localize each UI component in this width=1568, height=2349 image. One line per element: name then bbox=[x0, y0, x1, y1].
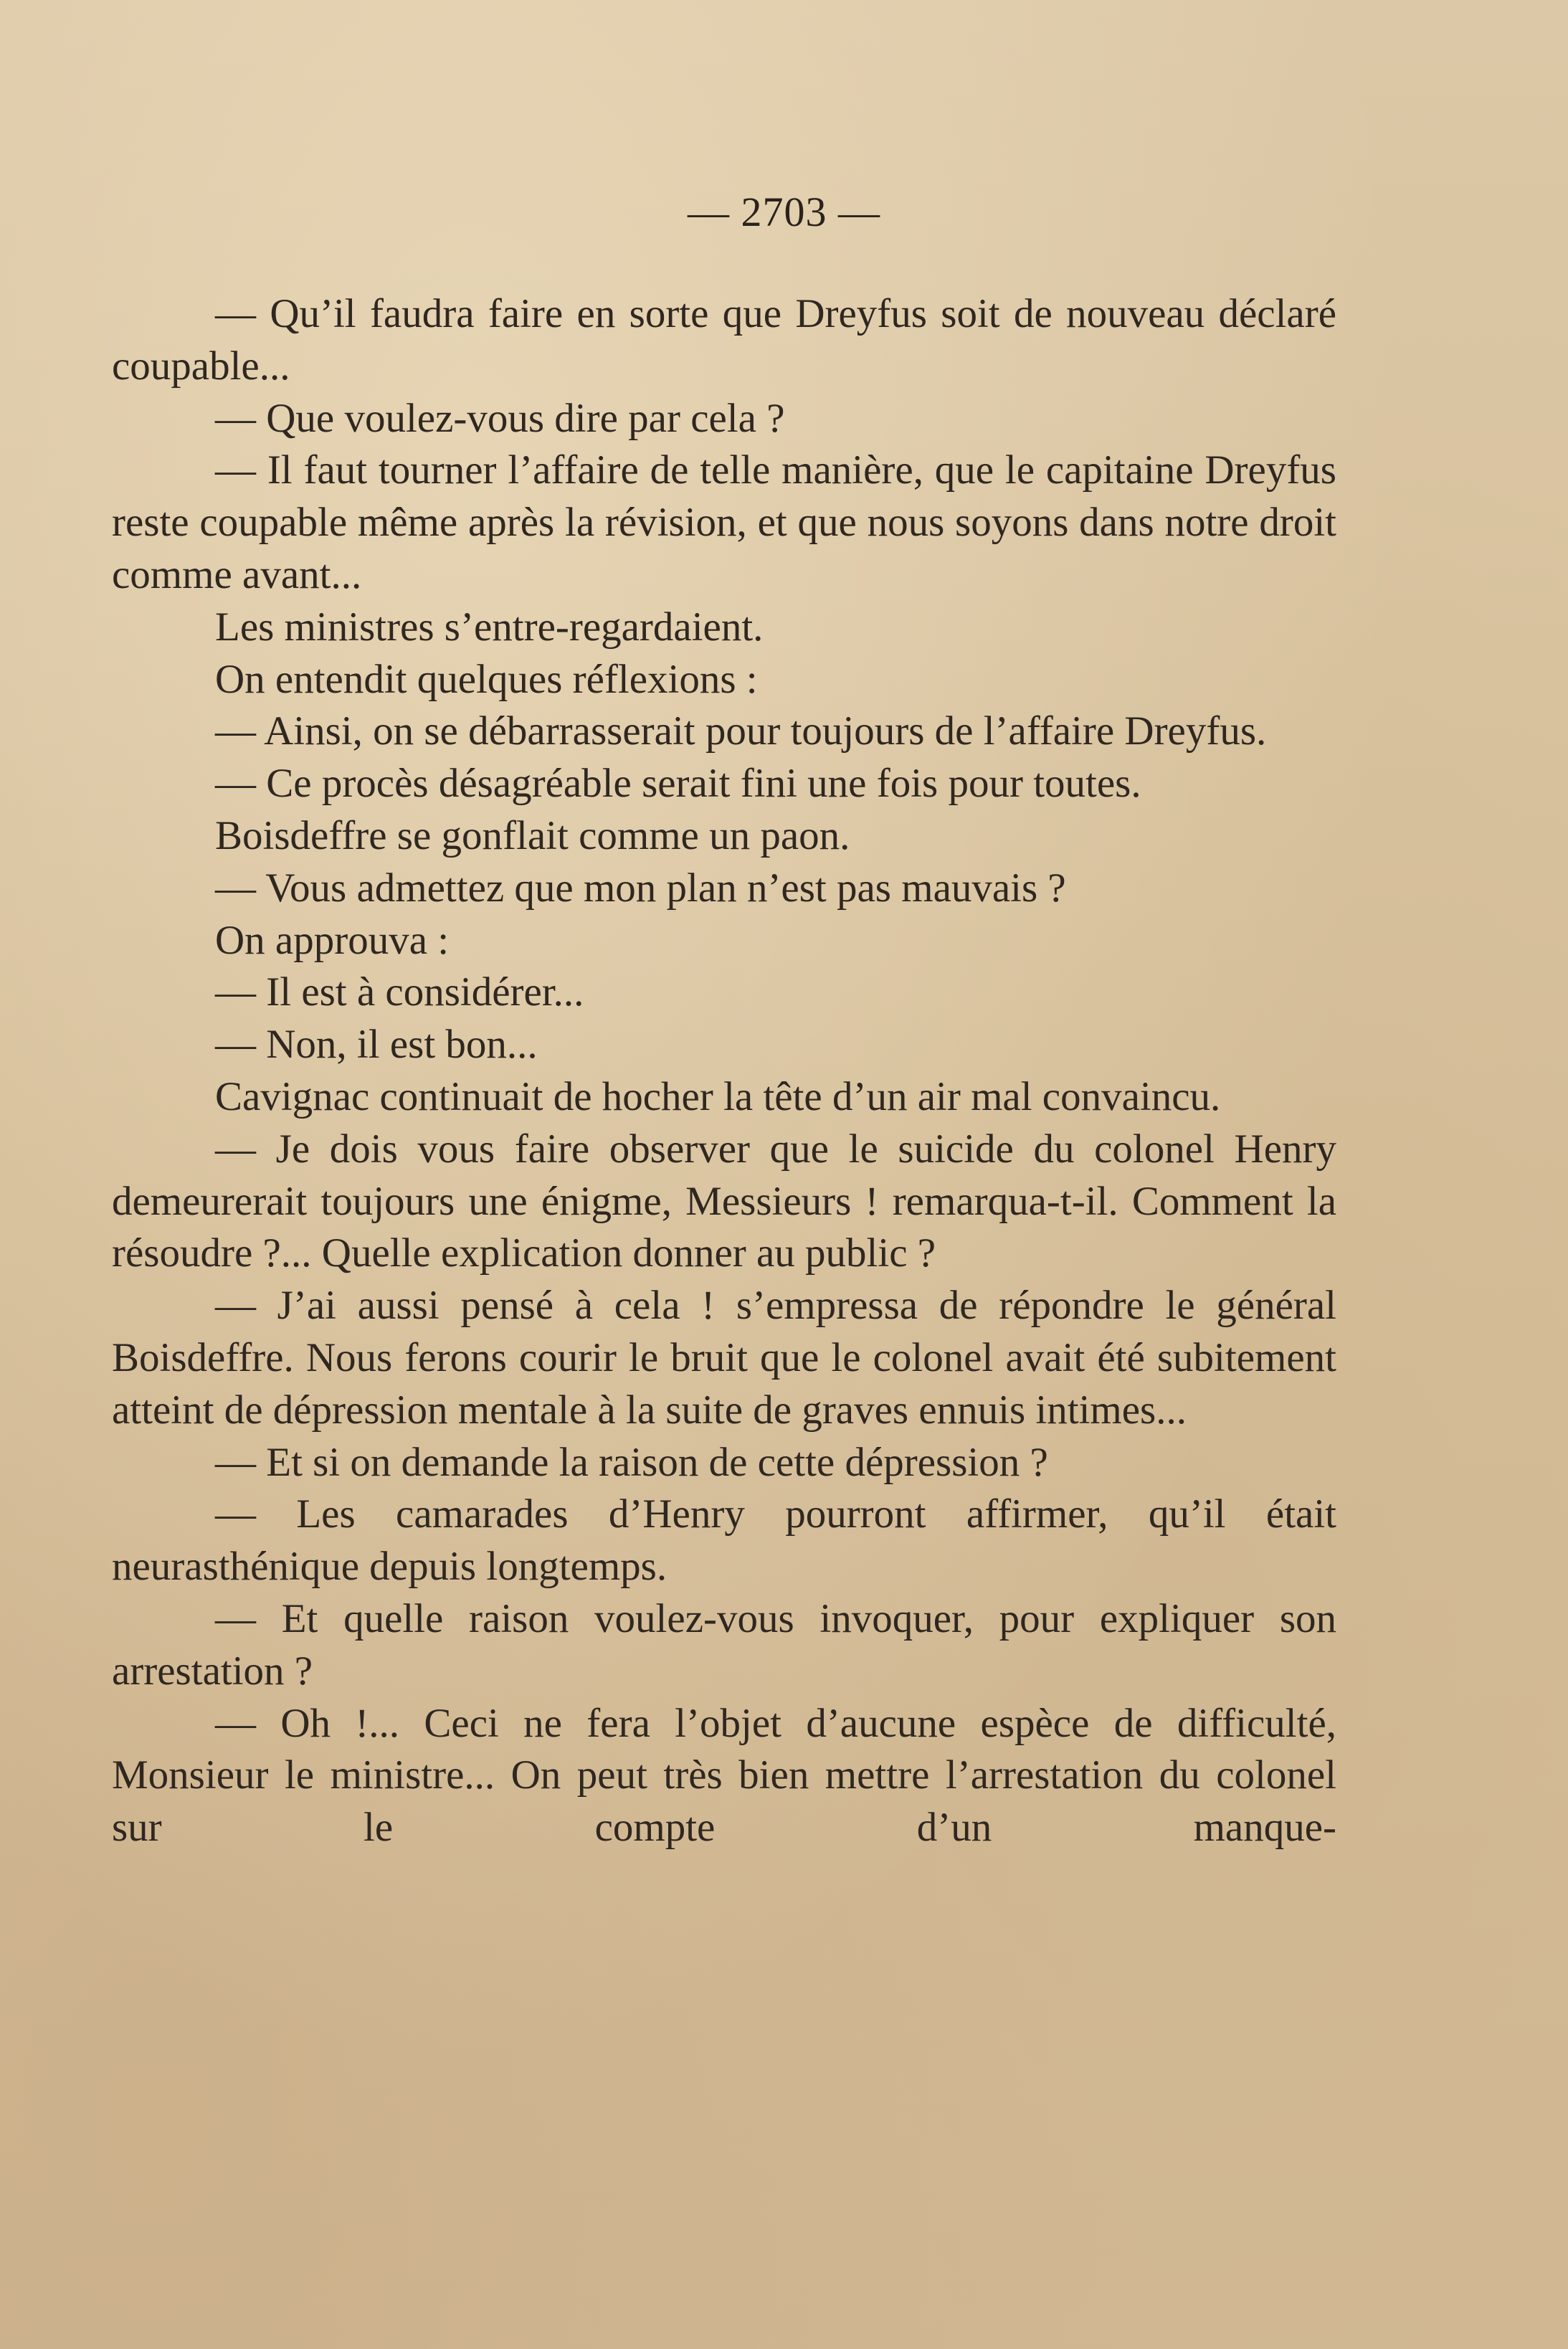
paragraph: — Ainsi, on se débarrasserait pour toujours de l’affaire Dreyfus. bbox=[215, 708, 1267, 754]
body-text bbox=[112, 288, 1336, 1854]
paragraph: — Qu’il faudra faire en sorte que Dreyfus soit de nouveau déclaré coupable... bbox=[112, 291, 1336, 389]
paragraph: — Vous admettez que mon plan n’est pas mauvais ? bbox=[215, 865, 1066, 911]
paragraph: — Oh !... Ceci ne fera l’objet d’aucune espèce de difficulté, Monsieur le ministre... On peut très bien mettre l’arrestation du colonel sur le compte d’un manque- bbox=[112, 1700, 1336, 1851]
paragraph: — Et si on demande la raison de cette dépression ? bbox=[215, 1439, 1048, 1485]
paragraph: — Il faut tourner l’affaire de telle manière, que le capitaine Dreyfus reste coupable même après la révision, et que nous soyons dans notre droit comme avant... bbox=[112, 447, 1336, 597]
paragraph: Boisdeffre se gonflait comme un paon. bbox=[215, 812, 850, 858]
paragraph: — J’ai aussi pensé à cela ! s’empressa de répondre le général Boisdeffre. Nous ferons courir le bruit que le colonel avait été subitement atteint de dépression mentale à la suite de graves ennuis intimes... bbox=[112, 1283, 1336, 1433]
paragraph: Les ministres s’entre-regardaient. bbox=[215, 604, 764, 650]
paragraph: — Les camarades d’Henry pourront affirmer, qu’il était neurasthénique depuis longtemps. bbox=[112, 1491, 1336, 1590]
paragraph: Cavignac continuait de hocher la tête d’un air mal convaincu. bbox=[215, 1073, 1221, 1119]
paragraph: — Et quelle raison voulez-vous invoquer, pour expliquer son arrestation ? bbox=[112, 1595, 1336, 1694]
page-number: — 2703 — bbox=[688, 189, 880, 235]
paragraph: — Il est à considérer... bbox=[215, 969, 584, 1015]
paragraph: — Que voulez-vous dire par cela ? bbox=[215, 395, 785, 441]
paragraph: On approuva : bbox=[215, 917, 450, 963]
paragraph: — Je dois vous faire observer que le suicide du colonel Henry demeurerait toujours une énigme, Messieurs ! remarqua-t-il. Comment la résoudre ?... Quelle explication donner au public ? bbox=[112, 1126, 1336, 1276]
paragraph: — Ce procès désagréable serait fini une fois pour toutes. bbox=[215, 761, 1141, 807]
paragraph: On entendit quelques réflexions : bbox=[215, 656, 758, 702]
paragraph: — Non, il est bon... bbox=[215, 1022, 538, 1068]
